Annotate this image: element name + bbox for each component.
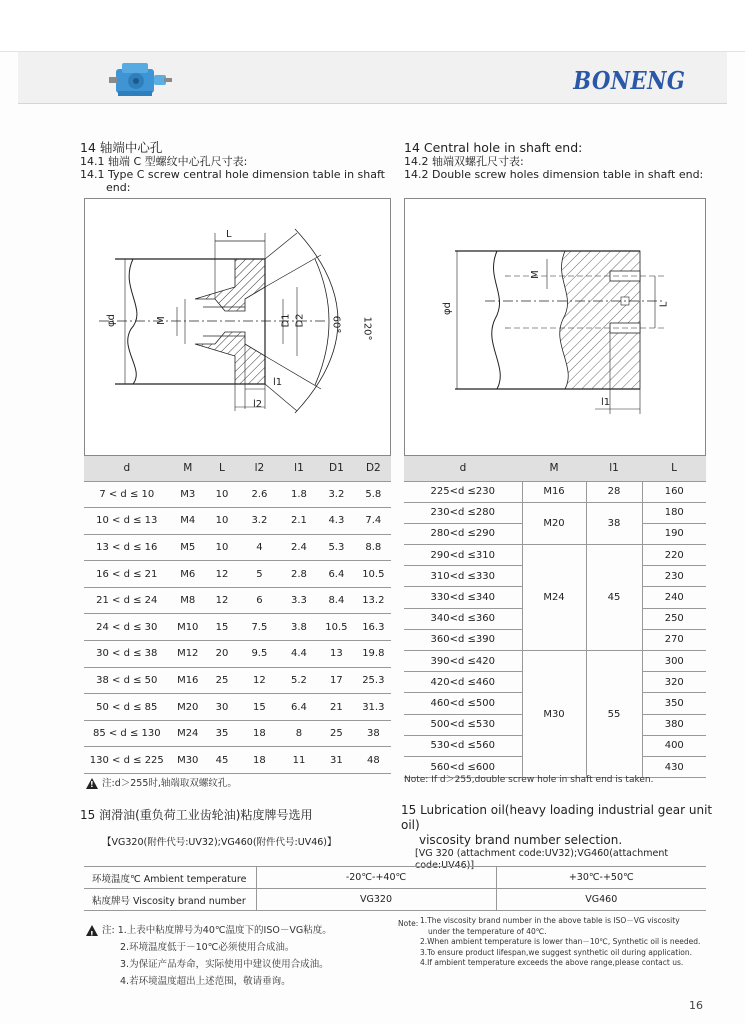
col-d: d	[84, 456, 170, 481]
table-row	[84, 641, 391, 668]
table-cell: 21 < d ≤ 24	[84, 587, 170, 614]
table-row	[84, 720, 391, 747]
table-cell-d: 460<d ≤500	[404, 693, 522, 714]
table-cell: 50 < d ≤ 85	[84, 694, 170, 721]
col-l1: l1	[281, 456, 317, 481]
ambient-temperature-range-1: -20℃-+40℃	[256, 867, 496, 889]
table-row	[404, 651, 706, 672]
section14-right-cn-subtitle: 14.2 轴端双螺孔尺寸表:	[404, 155, 524, 168]
note15-en-1: 1.The viscosity brand number in the above table is ISO－VG viscosity	[420, 916, 680, 925]
table-cell-d: 500<d ≤530	[404, 714, 522, 735]
table-cell: 10	[206, 508, 238, 535]
table-cell: M20	[170, 694, 206, 721]
table-cell-d: 420<d ≤460	[404, 672, 522, 693]
table-row	[84, 889, 706, 911]
table-row	[84, 747, 391, 774]
table-cell: 8.8	[356, 534, 391, 561]
dim-label-l1: l1	[273, 377, 283, 388]
table-cell: 2.8	[281, 561, 317, 588]
note14-cn-text: 注:d＞255时,轴端取双螺纹孔。	[102, 778, 237, 789]
table-cell: 13 < d ≤ 16	[84, 534, 170, 561]
table-cell: M12	[170, 641, 206, 668]
table-cell: 7.5	[238, 614, 281, 641]
central-hole-table-body	[84, 481, 391, 774]
table-cell: 2.6	[238, 481, 281, 508]
table-cell: 25	[206, 667, 238, 694]
table-cell: 9.5	[238, 641, 281, 668]
central-hole-drawing	[84, 198, 391, 456]
dim-label-L: L	[226, 229, 232, 240]
table-header-row	[84, 456, 391, 481]
table-cell: 7.4	[356, 508, 391, 535]
table-cell: 13.2	[356, 587, 391, 614]
table-cell: 21	[317, 694, 356, 721]
dim-label-phid: φd	[105, 314, 117, 327]
table-cell-M: M30	[522, 651, 586, 778]
dim-label-phid-right: φd	[441, 302, 453, 315]
top-band	[0, 0, 745, 52]
table-cell: 3.3	[281, 587, 317, 614]
table-row	[84, 508, 391, 535]
ambient-temperature-label: 环境温度℃ Ambient temperature	[84, 867, 256, 889]
dim-label-60: 60°	[330, 315, 342, 334]
table-cell: 8.4	[317, 587, 356, 614]
col-l2: l2	[238, 456, 281, 481]
double-screw-hole-svg	[405, 199, 705, 455]
table-cell: M16	[170, 667, 206, 694]
section14-right-en-subtitle: 14.2 Double screw holes dimension table in shaft end:	[404, 168, 704, 181]
table-cell-L: 380	[642, 714, 706, 735]
section14-left-heading	[80, 140, 390, 194]
table-header-row	[404, 456, 706, 481]
col-D1: D1	[317, 456, 356, 481]
table-cell: 5.3	[317, 534, 356, 561]
central-hole-dimension-table	[84, 456, 391, 774]
table-row	[404, 502, 706, 523]
note15-en-prefix: Note:	[398, 919, 419, 928]
table-row	[84, 481, 391, 508]
table-cell-l1: 28	[586, 481, 642, 502]
table-row	[84, 614, 391, 641]
table-cell-d: 340<d ≤360	[404, 608, 522, 629]
table-cell-L: 430	[642, 756, 706, 777]
section15-cn-heading	[80, 808, 400, 850]
section15-en-title-2: viscosity brand number selection.	[419, 833, 623, 847]
table-row	[404, 545, 706, 566]
section14-right-title: 14 Central hole in shaft end:	[404, 140, 583, 155]
table-cell: 31	[317, 747, 356, 774]
table-cell-l1: 55	[586, 651, 642, 778]
table-cell-M: M20	[522, 502, 586, 544]
table-cell-l1: 45	[586, 545, 642, 651]
table-cell: 18	[238, 720, 281, 747]
section14-cn-title: 14 轴端中心孔	[80, 140, 163, 155]
table-row	[84, 694, 391, 721]
section15-en-heading	[401, 803, 721, 872]
table-cell-d: 360<d ≤390	[404, 629, 522, 650]
table-cell-d: 530<d ≤560	[404, 735, 522, 756]
table-cell: 18	[238, 747, 281, 774]
col-M: M	[522, 456, 586, 481]
table-cell: 10.5	[317, 614, 356, 641]
col-L: L	[642, 456, 706, 481]
brand-logo: BONENG	[572, 66, 685, 95]
table-cell: 16.3	[356, 614, 391, 641]
table-cell: 24 < d ≤ 30	[84, 614, 170, 641]
central-hole-svg	[85, 199, 390, 455]
table-cell: 3.8	[281, 614, 317, 641]
table-cell-L: 180	[642, 502, 706, 523]
table-cell: 48	[356, 747, 391, 774]
double-screw-hole-drawing	[404, 198, 706, 456]
table-cell: 5	[238, 561, 281, 588]
table-cell: 5.2	[281, 667, 317, 694]
table-cell: 7 < d ≤ 10	[84, 481, 170, 508]
table-cell: 6.4	[281, 694, 317, 721]
table-cell-L: 240	[642, 587, 706, 608]
dim-label-D1: D1	[280, 313, 292, 328]
table-cell: 8	[281, 720, 317, 747]
note15-en-3: 2.When ambient temperature is lower than－10℃, Synthetic oil is needed.	[420, 937, 701, 946]
table-cell: 25.3	[356, 667, 391, 694]
table-cell: 5.8	[356, 481, 391, 508]
table-cell: M5	[170, 534, 206, 561]
page-number: 16	[689, 999, 703, 1012]
table-cell-L: 160	[642, 481, 706, 502]
table-cell-d: 560<d ≤600	[404, 756, 522, 777]
table-cell-M: M16	[522, 481, 586, 502]
table-cell: M3	[170, 481, 206, 508]
table-cell: 30 < d ≤ 38	[84, 641, 170, 668]
table-cell: 30	[206, 694, 238, 721]
note15-cn-3: 3.为保证产品寿命，实际使用中建议使用合成油。	[120, 959, 329, 970]
table-cell-L: 320	[642, 672, 706, 693]
table-cell: M4	[170, 508, 206, 535]
table-cell: 10	[206, 534, 238, 561]
table-cell: 12	[238, 667, 281, 694]
table-cell: M24	[170, 720, 206, 747]
table-cell: 4.4	[281, 641, 317, 668]
section14-right-heading	[404, 140, 714, 181]
section14-en-subtitle-2: end:	[106, 181, 131, 194]
table-cell: 4.3	[317, 508, 356, 535]
ambient-temperature-range-2: +30℃-+50℃	[496, 867, 706, 889]
table-cell: 6.4	[317, 561, 356, 588]
col-D2: D2	[356, 456, 391, 481]
table-row	[84, 867, 706, 889]
viscosity-brand-label: 粘度牌号 Viscosity brand number	[84, 889, 256, 911]
table-cell: 38 < d ≤ 50	[84, 667, 170, 694]
table-cell: 16 < d ≤ 21	[84, 561, 170, 588]
note15-en-5: 4.If ambient temperature exceeds the above range,please contact us.	[420, 958, 684, 967]
table-cell-d: 225<d ≤230	[404, 481, 522, 502]
gear-reducer-product-image	[106, 55, 176, 101]
table-cell-L: 220	[642, 545, 706, 566]
double-screw-table-body	[404, 481, 706, 778]
dim-label-120: 120°	[361, 316, 373, 341]
table-cell: 11	[281, 747, 317, 774]
table-cell: 130 < d ≤ 225	[84, 747, 170, 774]
table-cell-d: 310<d ≤330	[404, 566, 522, 587]
note15-cn-2: 2.环境温度低于－10℃必须使用合成油。	[120, 942, 295, 953]
table-cell: 10	[206, 481, 238, 508]
table-row	[84, 534, 391, 561]
table-cell: M10	[170, 614, 206, 641]
table-cell: 12	[206, 587, 238, 614]
note14-en: Note: If d＞255,double screw hole in shaft end is taken.	[404, 775, 654, 785]
table-cell-L: 250	[642, 608, 706, 629]
note15-cn-4: 4.若环境温度超出上述范围，敬请垂询。	[120, 976, 291, 987]
viscosity-brand-2: VG460	[496, 889, 706, 911]
table-cell-L: 300	[642, 651, 706, 672]
table-cell: 13	[317, 641, 356, 668]
col-l1: l1	[586, 456, 642, 481]
table-cell: 17	[317, 667, 356, 694]
page-header	[18, 52, 727, 104]
warning-icon	[86, 778, 98, 789]
table-cell: 10.5	[356, 561, 391, 588]
table-cell: 45	[206, 747, 238, 774]
table-cell-d: 280<d ≤290	[404, 523, 522, 544]
table-cell: 12	[206, 561, 238, 588]
note15-en-2: under the temperature of 40℃.	[428, 926, 547, 936]
table-cell-L: 190	[642, 523, 706, 544]
table-cell: 10 < d ≤ 13	[84, 508, 170, 535]
section14-en-subtitle-1: 14.1 Type C screw central hole dimension table in shaft	[80, 168, 385, 181]
table-cell: 38	[356, 720, 391, 747]
table-cell: 31.3	[356, 694, 391, 721]
table-cell: 2.4	[281, 534, 317, 561]
col-M: M	[170, 456, 206, 481]
note14-cn	[86, 778, 237, 790]
table-cell: 20	[206, 641, 238, 668]
col-d: d	[404, 456, 522, 481]
table-cell-L: 230	[642, 566, 706, 587]
section15-en-subtitle-1: [VG 320 (attachment code:UV32);VG460(attachment	[415, 848, 669, 859]
lubrication-oil-table	[84, 866, 706, 911]
table-cell: M6	[170, 561, 206, 588]
table-cell-L: 350	[642, 693, 706, 714]
note15-en-4: 3.To ensure product lifespan,we suggest synthetic oil during application.	[420, 947, 693, 957]
table-cell: M30	[170, 747, 206, 774]
table-row	[84, 667, 391, 694]
table-cell-L: 400	[642, 735, 706, 756]
notes15-cn	[86, 922, 332, 990]
col-L: L	[206, 456, 238, 481]
table-cell: 3.2	[317, 481, 356, 508]
table-cell-l1: 38	[586, 502, 642, 544]
section14-cn-subtitle: 14.1 轴端 C 型螺纹中心孔尺寸表:	[80, 155, 248, 168]
table-cell-M: M24	[522, 545, 586, 651]
table-cell: 3.2	[238, 508, 281, 535]
notes15-en	[398, 916, 718, 969]
dim-label-l2: l2	[253, 399, 263, 410]
table-cell: 2.1	[281, 508, 317, 535]
table-row	[84, 561, 391, 588]
table-cell-d: 330<d ≤340	[404, 587, 522, 608]
table-row	[84, 587, 391, 614]
table-cell-d: 290<d ≤310	[404, 545, 522, 566]
viscosity-brand-1: VG320	[256, 889, 496, 911]
table-cell: 4	[238, 534, 281, 561]
dim-label-D2: D2	[294, 313, 306, 328]
table-cell: 25	[317, 720, 356, 747]
table-cell-d: 390<d ≤420	[404, 651, 522, 672]
table-row	[404, 481, 706, 502]
double-screw-hole-table	[404, 456, 706, 778]
table-cell: 35	[206, 720, 238, 747]
table-cell: 15	[238, 694, 281, 721]
table-cell: 1.8	[281, 481, 317, 508]
section15-en-title-1: 15 Lubrication oil(heavy loading industrial gear unit oil)	[401, 803, 713, 832]
section15-cn-subtitle: 【VG320(附件代号:UV32);VG460(附件代号:UV46)】	[102, 837, 337, 848]
table-cell: 6	[238, 587, 281, 614]
section15-cn-title: 15 润滑油(重负荷工业齿轮油)粘度牌号选用	[80, 808, 313, 822]
table-cell-L: 270	[642, 629, 706, 650]
dim-label-L-right: L	[658, 301, 670, 308]
warning-icon	[86, 925, 98, 936]
dim-label-M: M	[155, 316, 167, 325]
section15-en-subtitle-2: code:UV46)]	[415, 860, 475, 871]
table-cell: 85 < d ≤ 130	[84, 720, 170, 747]
table-cell: 15	[206, 614, 238, 641]
table-cell: 19.8	[356, 641, 391, 668]
table-cell: M8	[170, 587, 206, 614]
table-cell-d: 230<d ≤280	[404, 502, 522, 523]
note15-cn-1: 注: 1.上表中粘度牌号为40℃温度下的ISO－VG粘度。	[102, 925, 332, 936]
dim-label-l1-right: l1	[601, 397, 611, 408]
dim-label-M-right: M	[529, 270, 541, 279]
